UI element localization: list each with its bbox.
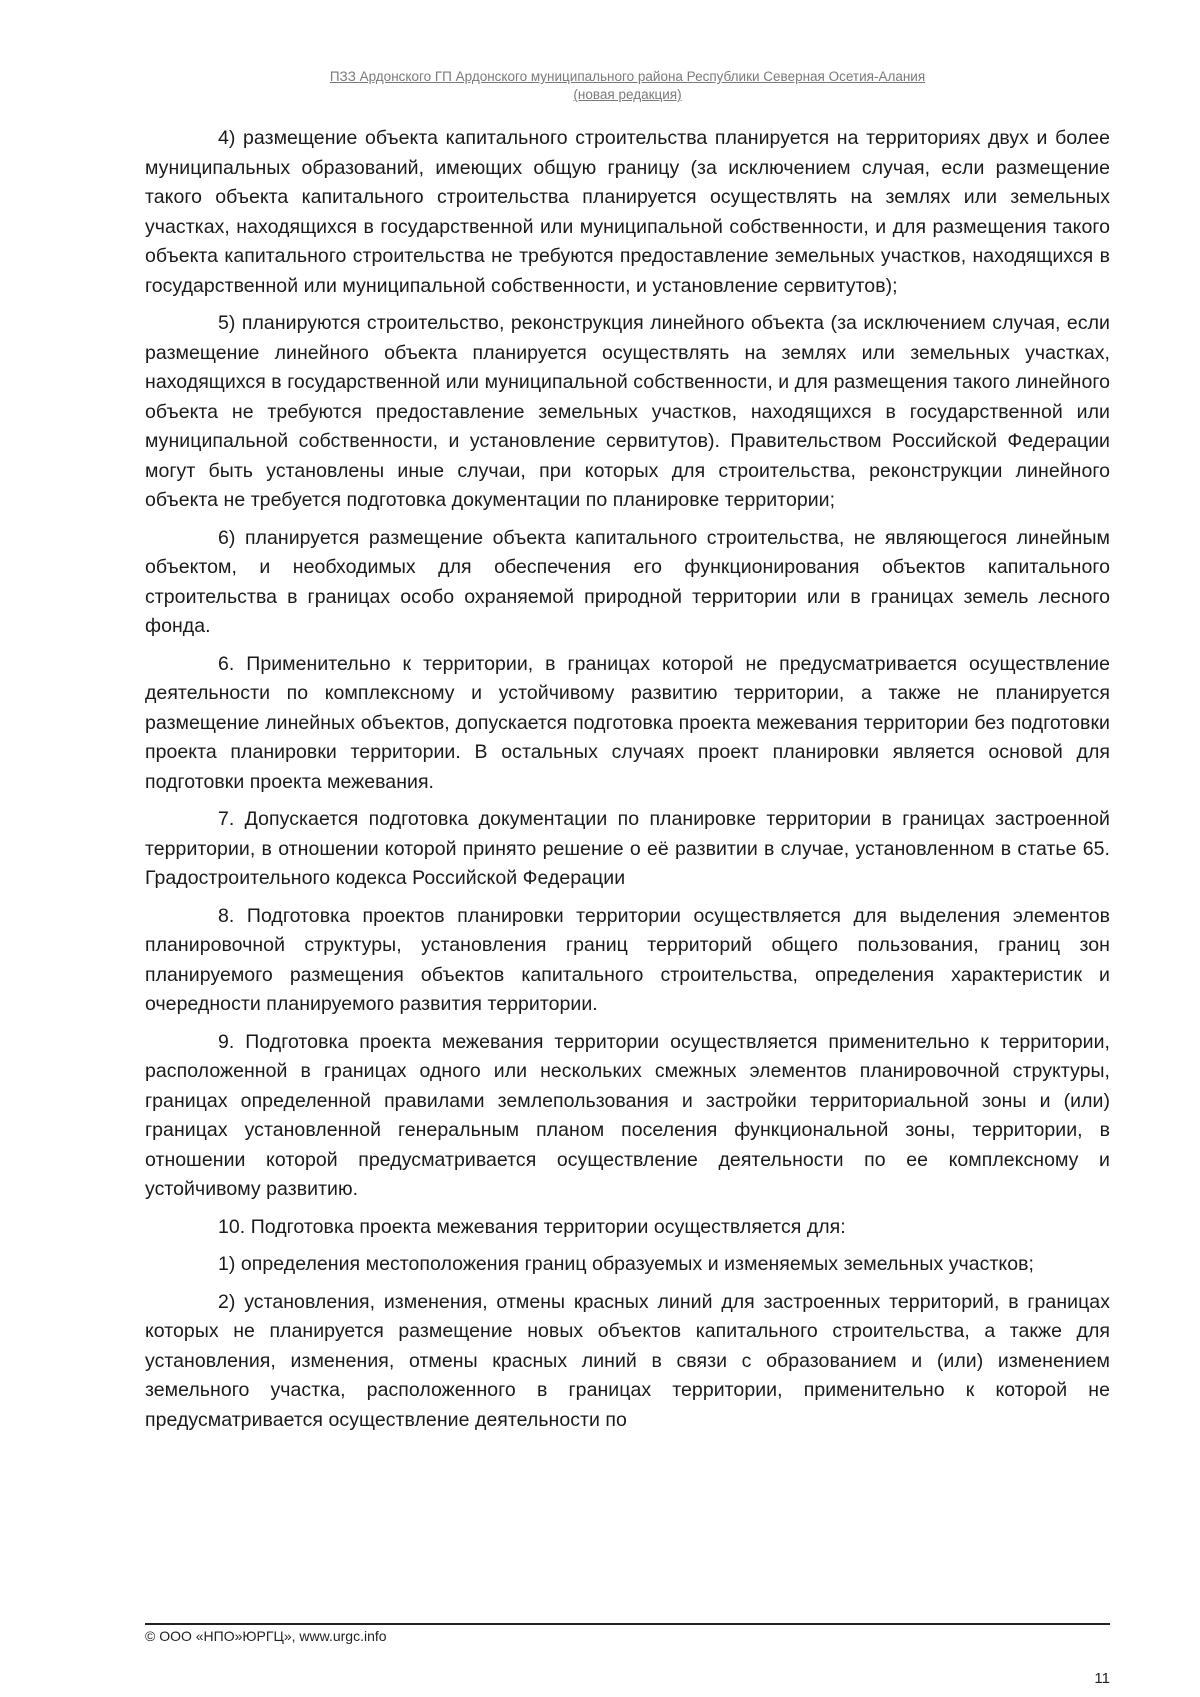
page-number: 11 bbox=[1094, 1670, 1110, 1687]
paragraph-clause-8: 8. Подготовка проектов планировки территории осуществляется для выделения элементов планировочной структуры, установления границ территорий общего пользования, границ зон планируемого размещения объектов капитального строительства, определения характеристик и очередности планируемого развития территории. bbox=[145, 904, 1110, 1015]
footer-copyright: © ООО «НПО»ЮРГЦ», www.urgc.info bbox=[145, 1628, 387, 1644]
paragraph-item-6: 6) планируется размещение объекта капитального строительства, не являющегося линейным объектом, и необходимых для обеспечения его функционирования объектов капитального строительства в границах особо охраняемой природной территории или в границах земель лесного фонда. bbox=[145, 526, 1110, 637]
paragraph-subitem-1: 1) определения местоположения границ образуемых и изменяемых земельных участков; bbox=[218, 1253, 1034, 1275]
paragraph-item-4: 4) размещение объекта капитального строительства планируется на территориях двух и более муниципальных образований, имеющих общую границу (за исключением случая, если размещение такого объекта капитального строительства планируется осуществлять на землях или земельных участках, находящихся в государственной или муниципальной собственности, и для размещения такого объекта капитального строительства не требуются предоставление земельных участков, находящихся в государственной или муниципальной собственности, и установление сервитутов); bbox=[145, 127, 1110, 297]
paragraph-subitem-2: 2) установления, изменения, отмены красных линий для застроенных территорий, в границах которых не планируется размещение новых объектов капитального строительства, а также для установления, изменения, отмены красных линий в связи с образованием и (или) изменением земельного участка, расположенного в границах территории, применительно к которой не предусматривается осуществление деятельности по bbox=[145, 1290, 1110, 1431]
paragraph-clause-7: 7. Допускается подготовка документации по планировке территории в границах застроенной территории, в отношении которой принято решение о её развитии в случае, установленном в статье 65. Градостроительного кодекса Российской Федерации bbox=[145, 808, 1110, 889]
paragraph-clause-6: 6. Применительно к территории, в границах которой не предусматривается осуществление деятельности по комплексному и устойчивому развитию территории, а также не планируется размещение линейных объектов, допускается подготовка проекта межевания территории без подготовки проекта планировки территории. В остальных случаях проект планировки является основой для подготовки проекта межевания. bbox=[145, 652, 1110, 793]
paragraph-clause-9: 9. Подготовка проекта межевания территории осуществляется применительно к территории, расположенной в границах одного или нескольких смежных элементов планировочной структуры, границах определенной правилами землепользования и застройки территориальной зоны и (или) границах установленной генеральным планом поселения функциональной зоны, территории, в отношении которой предусматривается осуществление деятельности по ее комплексному и устойчивому развитию. bbox=[145, 1030, 1110, 1200]
header-subtitle: (новая редакция) bbox=[573, 87, 682, 102]
paragraph-clause-10: 10. Подготовка проекта межевания территории осуществляется для: bbox=[218, 1215, 846, 1238]
document-body bbox=[145, 124, 1110, 1443]
paragraph-item-5: 5) планируются строительство, реконструкция линейного объекта (за исключением случая, если размещение линейного объекта планируется осуществлять на землях или земельных участках, находящихся в государственной или муниципальной собственности, и для размещения такого линейного объекта не требуются предоставление земельных участков, находящихся в государственной или муниципальной собственности, и установление сервитутов). Правительством Российской Федерации могут быть установлены иные случаи, при которых для строительства, реконструкции линейного объекта не требуется подготовка документации по планировке территории; bbox=[145, 312, 1110, 511]
header-title: ПЗЗ Ардонского ГП Ардонского муниципального района Республики Северная Осетия-Алания bbox=[329, 69, 926, 84]
footer-divider bbox=[145, 1623, 1110, 1625]
document-header bbox=[145, 68, 1110, 104]
